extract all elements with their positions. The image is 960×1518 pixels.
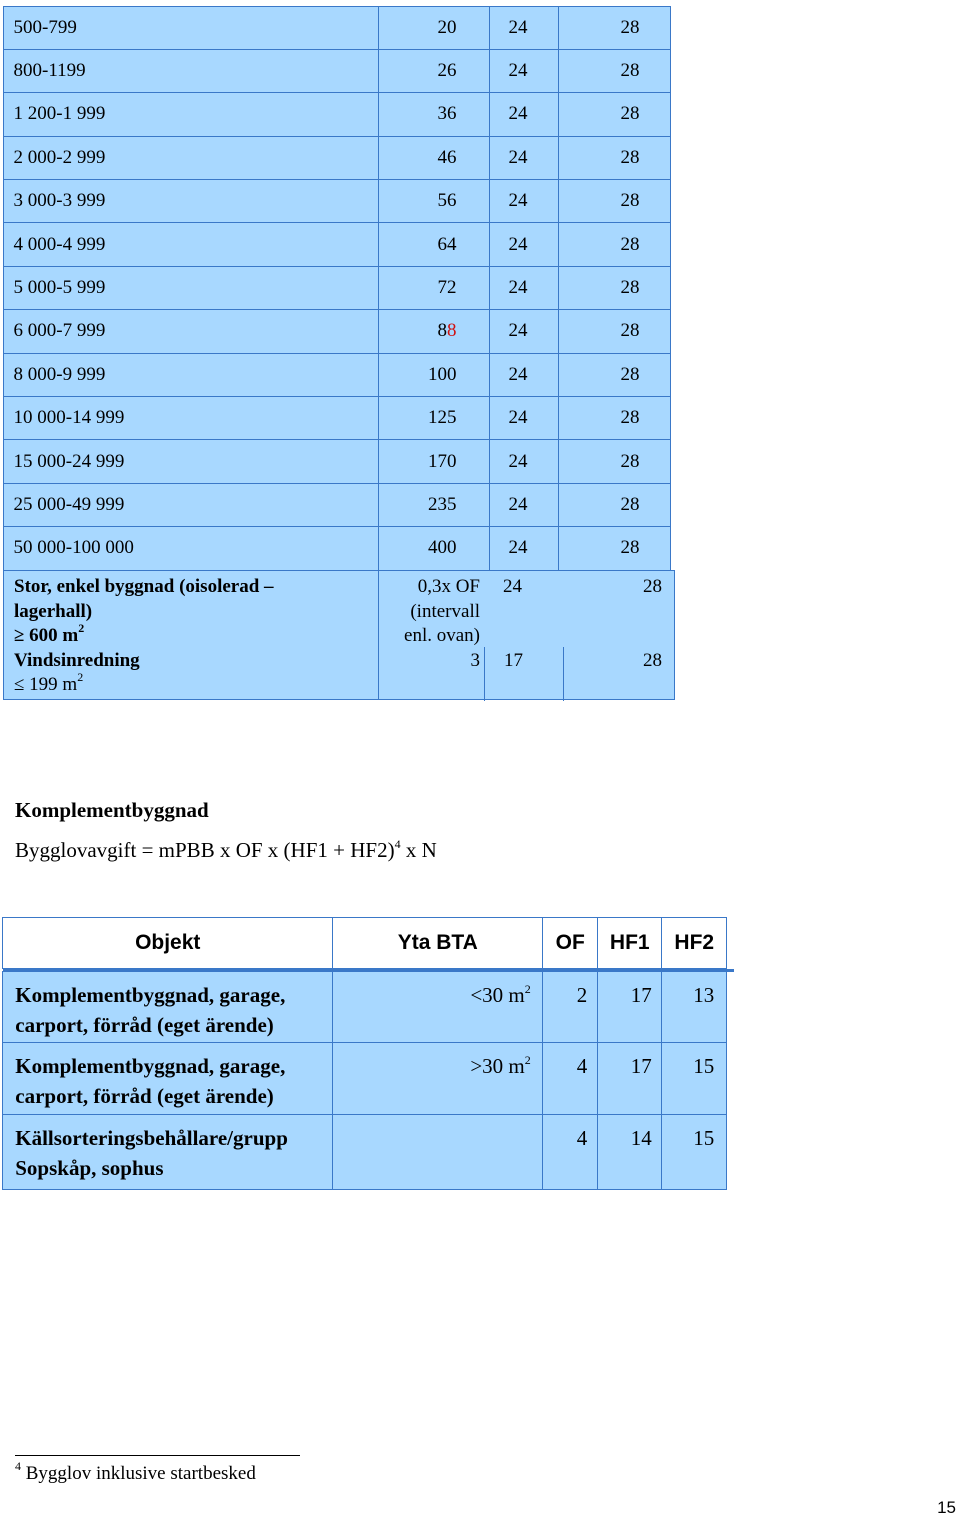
cell-value: 20 [378, 6, 490, 50]
of-value: 4 [542, 1114, 598, 1190]
table-row [3, 527, 674, 570]
komplement-table [3, 918, 734, 1189]
footnote-number: 4 [15, 1459, 21, 1473]
divider [484, 647, 485, 701]
vind-label-line1: Vindsinredning [14, 649, 140, 671]
cell-value: 28 [643, 576, 662, 598]
divider [563, 647, 564, 701]
table-row [3, 353, 674, 396]
footnote-separator [15, 1455, 300, 1456]
cell-value: 24 [489, 439, 559, 483]
stor-label-line3 [14, 621, 378, 649]
footnote-marker: 4 [394, 837, 401, 851]
superscript: 2 [77, 670, 84, 685]
object-line1: Komplementbyggnad, garage, [15, 982, 286, 1007]
stor-area: ≥ 600 m [14, 625, 79, 647]
digit: 8 [437, 320, 447, 342]
row-label: 500-799 [3, 6, 379, 50]
row-label: 800-1199 [3, 49, 379, 93]
table-row [3, 1043, 734, 1115]
formula-text-end: x N [400, 838, 437, 862]
cell-value: 28 [558, 353, 671, 397]
cell-value: 24 [489, 353, 559, 397]
cell-value: 100 [378, 353, 490, 397]
hf1-value: 17 [597, 1042, 663, 1115]
table-row [3, 223, 674, 266]
cell-value: 28 [558, 49, 671, 93]
cell-value: 24 [503, 576, 522, 598]
area-cell [332, 1042, 544, 1115]
object-cell [2, 1042, 333, 1115]
cell-value: 64 [378, 222, 490, 266]
object-line2: Sopskåp, sophus [15, 1155, 164, 1180]
table-row [3, 483, 674, 526]
hf2-value: 15 [661, 1042, 727, 1115]
fee-formula [15, 838, 437, 863]
special-rows [3, 570, 674, 700]
stor-label-line2: lagerhall) [14, 600, 93, 622]
cell-value: 26 [378, 49, 490, 93]
column-header: Objekt [2, 917, 333, 969]
cell-value: 72 [378, 266, 490, 310]
cell-value: 28 [558, 483, 671, 527]
section-title: Komplementbyggnad [15, 798, 209, 822]
cell-value: 24 [489, 309, 559, 353]
footnote [15, 1459, 256, 1485]
cell-value: 17 [504, 650, 523, 672]
stor-label-line1: Stor, enkel byggnad (oisolerad – [14, 576, 274, 598]
table-row [3, 1115, 734, 1190]
area-value: <30 m [470, 982, 525, 1007]
table-row [3, 49, 674, 92]
table-row [3, 397, 674, 440]
table-row [3, 136, 674, 179]
cell-value: 24 [489, 179, 559, 223]
column-header: HF1 [597, 917, 663, 969]
cell-value: 24 [489, 222, 559, 266]
cell-value: 28 [558, 526, 671, 570]
object-line2: carport, förråd (eget ärende) [15, 1084, 274, 1109]
row-label: 8 000-9 999 [3, 353, 379, 397]
superscript: 2 [524, 1053, 531, 1068]
row-label: 50 000-100 000 [3, 526, 379, 570]
cell-value: 28 [558, 6, 671, 50]
table-row [3, 266, 674, 309]
row-label: 10 000-14 999 [3, 396, 379, 440]
table-row [3, 972, 734, 1044]
hf1-value: 17 [597, 971, 663, 1044]
cell-value: 24 [489, 266, 559, 310]
row-label: 1 200-1 999 [3, 92, 379, 136]
table-header-row [3, 918, 734, 972]
table-row [3, 180, 674, 223]
superscript: 2 [524, 981, 531, 996]
cell-value: 36 [378, 92, 490, 136]
row-label: 25 000-49 999 [3, 483, 379, 527]
table-row [3, 440, 674, 483]
cell-value: 3 [470, 650, 480, 672]
table-row [3, 93, 674, 136]
cell-value: 28 [558, 92, 671, 136]
row-label: 4 000-4 999 [3, 222, 379, 266]
fee-table [3, 6, 674, 700]
cell-value: 235 [378, 483, 490, 527]
of-value: 2 [542, 971, 598, 1044]
object-line1: Komplementbyggnad, garage, [15, 1054, 286, 1079]
cell-value: 28 [643, 650, 662, 672]
of-line2: (intervall [410, 600, 480, 622]
cell-value: 170 [378, 439, 490, 483]
column-header: HF2 [661, 917, 727, 969]
hf2-value: 15 [661, 1114, 727, 1190]
cell-value: 46 [378, 136, 490, 180]
area-value: >30 m [470, 1054, 525, 1079]
cell-value: 24 [489, 92, 559, 136]
area-cell [332, 971, 544, 1044]
row-label: 3 000-3 999 [3, 179, 379, 223]
cell-value: 28 [558, 309, 671, 353]
cell-value: 24 [489, 6, 559, 50]
formula-text: Bygglovavgift = mPBB x OF x (HF1 + HF2) [15, 838, 395, 862]
row-label: 15 000-24 999 [3, 439, 379, 483]
superscript: 2 [78, 621, 85, 636]
table-row [3, 6, 674, 49]
column-header: Yta BTA [332, 917, 544, 969]
cell-value: 400 [378, 526, 490, 570]
object-cell [2, 971, 333, 1044]
cell-value: 24 [489, 49, 559, 93]
object-line2: carport, förråd (eget ärende) [15, 1012, 274, 1037]
footnote-text: Bygglov inklusive startbesked [21, 1463, 256, 1484]
row-label: 2 000-2 999 [3, 136, 379, 180]
hf1-value: 14 [597, 1114, 663, 1190]
cell-value: 24 [489, 483, 559, 527]
row-label-stor-vind [3, 570, 379, 700]
of-value: 4 [542, 1042, 598, 1115]
hf2-value: 13 [661, 971, 727, 1044]
special-values [378, 570, 675, 700]
highlighted-digit: 8 [447, 320, 457, 342]
cell-value: 24 [489, 136, 559, 180]
object-cell [2, 1114, 333, 1190]
area-cell [332, 1114, 544, 1190]
page-number: 15 [937, 1498, 956, 1517]
cell-value: 28 [558, 439, 671, 483]
cell-value: 24 [489, 396, 559, 440]
of-line1: 0,3x OF [417, 576, 480, 598]
vind-area: ≤ 199 m [14, 674, 78, 696]
cell-value: 28 [558, 396, 671, 440]
cell-value: 125 [378, 396, 490, 440]
cell-value: 28 [558, 222, 671, 266]
row-label: 6 000-7 999 [3, 309, 379, 353]
cell-value: 28 [558, 179, 671, 223]
table-row [3, 310, 674, 353]
cell-value: 56 [378, 179, 490, 223]
row-label: 5 000-5 999 [3, 266, 379, 310]
vind-label-line2 [14, 670, 378, 698]
column-header: OF [542, 917, 598, 969]
of-line3: enl. ovan) [404, 625, 480, 647]
cell-value: 28 [558, 266, 671, 310]
object-line1: Källsorteringsbehållare/grupp [15, 1125, 288, 1150]
of-text [379, 575, 480, 649]
cell-value [378, 309, 490, 353]
cell-value: 28 [558, 136, 671, 180]
cell-value: 24 [489, 526, 559, 570]
